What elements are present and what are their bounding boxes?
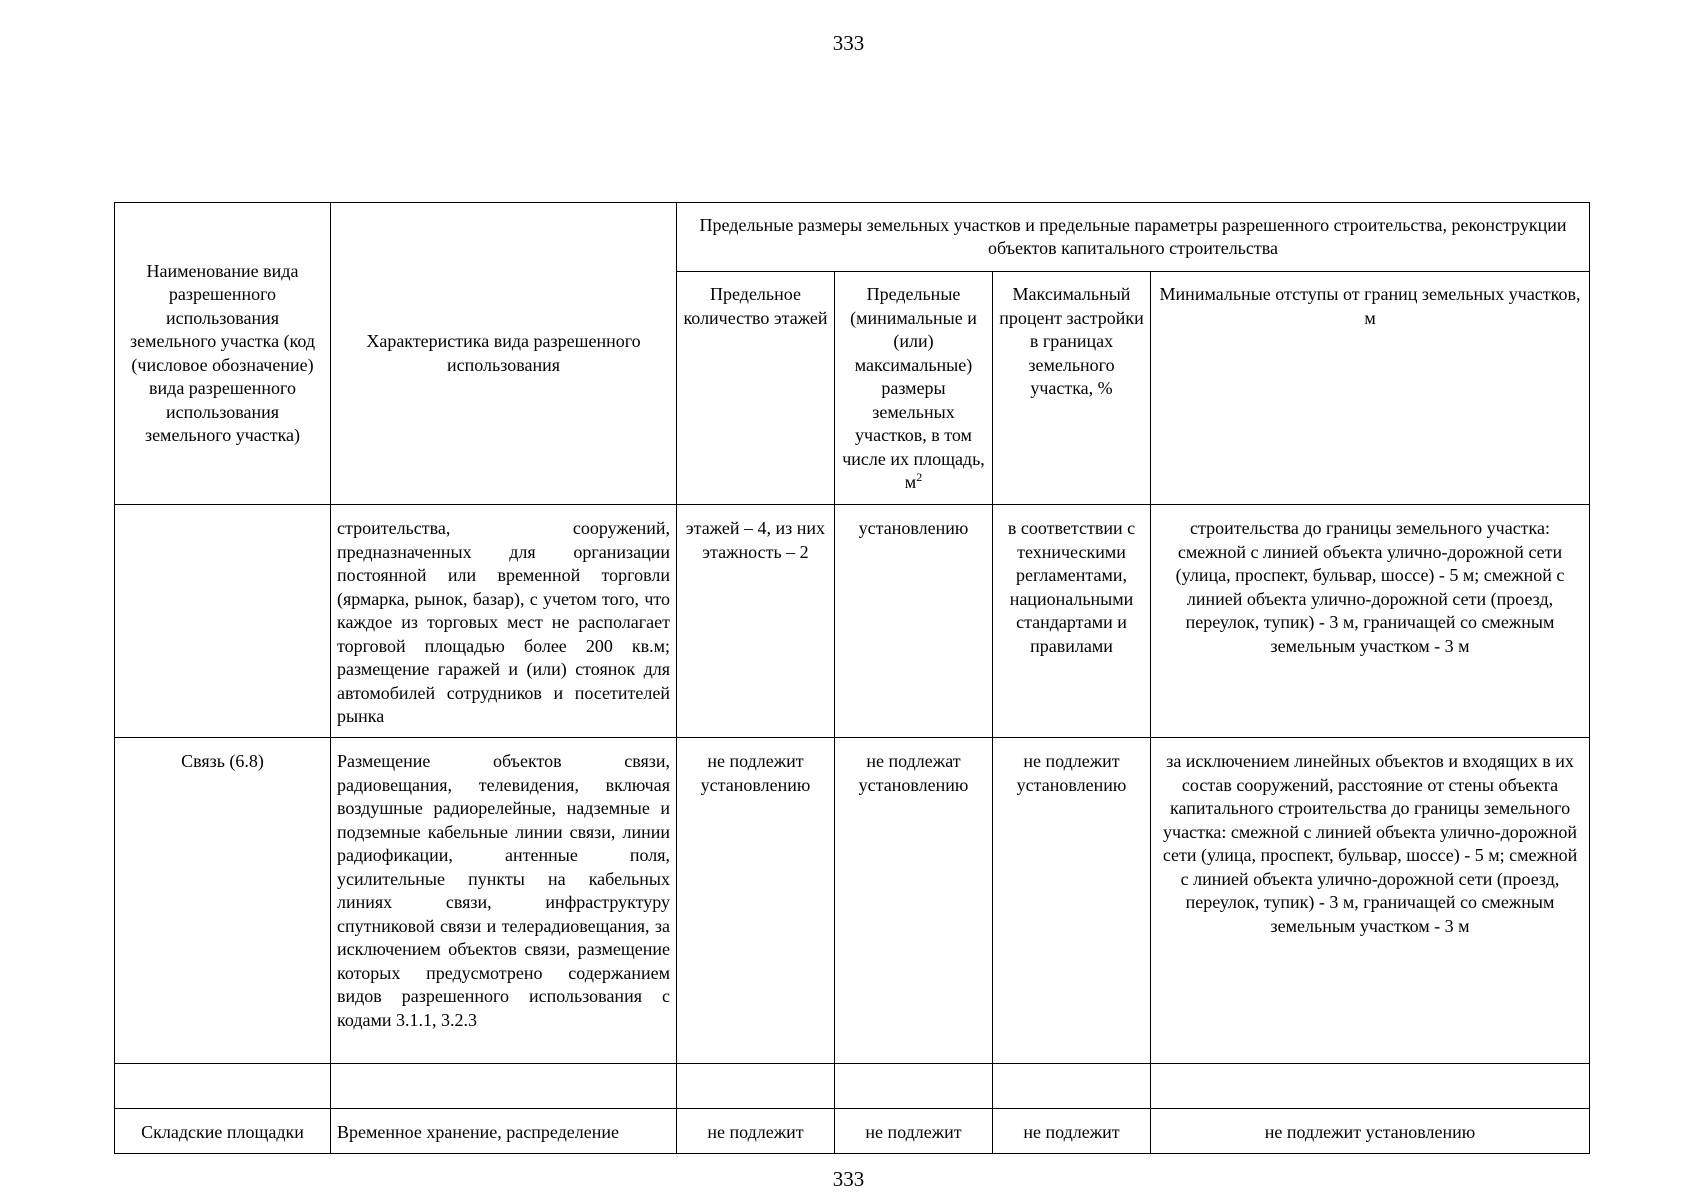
header-min-setbacks-text: Минимальные отступы от границ земельных участков, м: [1159, 284, 1581, 328]
cell-name-text: Складские площадки: [141, 1122, 304, 1142]
cell-description: [331, 505, 677, 738]
cell-setbacks-text: не подлежит установлению: [1264, 1122, 1476, 1142]
cell-setbacks: [1151, 738, 1590, 1064]
cell-setbacks-text: за исключением линейных объектов и входящих в их состав сооружений, расстояние от стены объекта капитального строительства до границы земельного участка: смежной с линией объекта улично-дорожной сети (улица, проспект, бульвар, шоссе) - 5 м; смежной с линией объекта улично-дорожной сети (проезд, переулок, тупик) - 3 м, граничащей со смежным земельным участком - 3 м: [1162, 751, 1578, 936]
header-max-floors: [677, 272, 835, 505]
cell-coverage-text: не подлежит: [1023, 1122, 1120, 1142]
cell-description: [331, 738, 677, 1064]
table-row: [115, 1064, 1590, 1109]
cell-setbacks: [1151, 1064, 1590, 1109]
cell-area: [835, 505, 993, 738]
cell-coverage: [993, 505, 1151, 738]
cell-coverage-text: не подлежит установлению: [1016, 751, 1127, 795]
cell-area: [835, 1109, 993, 1154]
cell-name: [115, 1064, 331, 1109]
cell-floors: [677, 505, 835, 738]
table-header-row-1: [115, 203, 1590, 272]
header-plot-size: [835, 272, 993, 505]
header-limits-group-text: Предельные размеры земельных участков и предельные параметры разрешенного строительства, реконструкции объектов капитального строительства: [699, 214, 1567, 258]
cell-setbacks-text: строительства до границы земельного участка: смежной с линией объекта улично-дорожной сети (улица, проспект, бульвар, шоссе) - 5 м; смежной с линией объекта улично-дорожной сети (проезд, переулок, тупик) - 3 м, граничащей со смежным земельным участком - 3 м: [1175, 518, 1565, 656]
cell-floors-text: не подлежит: [707, 1122, 804, 1142]
header-max-coverage-text: Максимальный процент застройки в границах земельного участка, %: [999, 284, 1144, 398]
cell-description: [331, 1109, 677, 1154]
cell-coverage: [993, 1109, 1151, 1154]
table-row: [115, 1109, 1590, 1154]
header-plot-size-sup: 2: [916, 470, 923, 484]
table-row: [115, 505, 1590, 738]
cell-floors-text: не подлежит установлению: [700, 751, 811, 795]
cell-setbacks: [1151, 505, 1590, 738]
page-number-bottom: 333: [832, 1167, 865, 1191]
page-number-top: 333: [832, 31, 865, 55]
header-limits-group: [677, 203, 1590, 272]
cell-coverage-text: в соответствии с техническими регламентами, национальными стандартами и правилами: [1007, 518, 1136, 656]
header-use-description-text: Характеристика вида разрешенного использования: [366, 331, 641, 375]
header-plot-size-wrap: [841, 272, 986, 495]
cell-description-text: Временное хранение, распределение: [337, 1122, 619, 1142]
cell-coverage: [993, 1064, 1151, 1109]
cell-description-text: Размещение объектов связи, радиовещания, телевидения, включая воздушные радиорелейные, надземные и подземные кабельные линии связи, линии радиофикации, антенные поля, усилительные пункты на кабельных линиях связи, инфраструктуру спутниковой связи и телерадиовещания, за исключением объектов связи, размещение которых предусмотрено содержанием видов разрешенного использования с кодами 3.1.1, 3.2.3: [337, 751, 670, 1030]
land-use-table: [114, 202, 1590, 1154]
header-plot-size-text: Предельные (минимальные и (или) максимальные) размеры земельных участков, в том числе их площадь, м: [842, 284, 985, 492]
cell-area: [835, 1064, 993, 1109]
header-max-coverage: [993, 272, 1151, 505]
cell-floors: [677, 1109, 835, 1154]
cell-name: [115, 505, 331, 738]
cell-floors-text: этажей – 4, из них этажность – 2: [685, 518, 826, 562]
header-use-description: [331, 203, 677, 505]
cell-name: [115, 1109, 331, 1154]
header-max-floors-text: Предельное количество этажей: [683, 284, 828, 328]
cell-floors: [677, 738, 835, 1064]
cell-name-text: [121, 505, 324, 517]
cell-name: [115, 738, 331, 1064]
cell-name-text: Связь (6.8): [181, 751, 264, 771]
cell-area-text: установлению: [858, 518, 969, 538]
cell-area-text: не подлежит: [865, 1122, 962, 1142]
cell-setbacks: [1151, 1109, 1590, 1154]
cell-description: [331, 1064, 677, 1109]
header-min-setbacks: [1151, 272, 1590, 505]
cell-area: [835, 738, 993, 1064]
cell-floors: [677, 1064, 835, 1109]
header-use-type-name-text: Наименование вида разрешенного использования земельного участка (код (числовое обозначение) вида разрешенного использования земельного участка): [129, 260, 316, 445]
cell-description-text: строительства, сооружений, предназначенных для организации постоянной или временной торговли (ярмарка, рынок, базар), с учетом того, что каждое из торговых мест не располагает торговой площадью более 200 кв.м; размещение гаражей и (или) стоянок для автомобилей сотрудников и посетителей рынка: [337, 518, 670, 726]
header-use-type-name: [115, 203, 331, 505]
cell-area-text: не подлежат установлению: [858, 751, 969, 795]
table-row: [115, 738, 1590, 1064]
cell-coverage: [993, 738, 1151, 1064]
